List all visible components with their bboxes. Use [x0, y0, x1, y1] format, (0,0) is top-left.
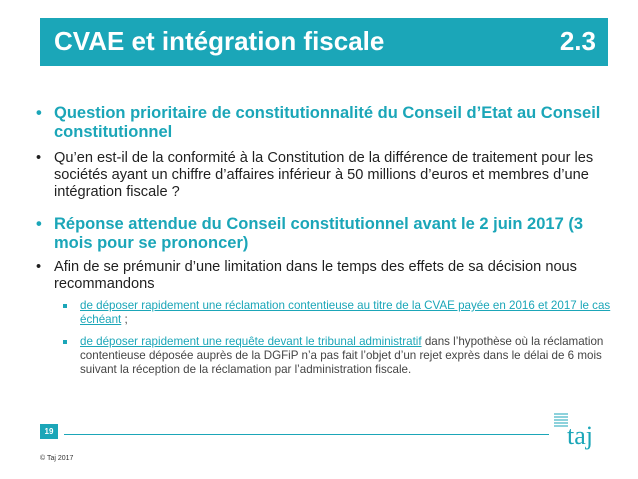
- logo-text: taj: [567, 421, 593, 450]
- bullet-question: [28, 104, 613, 142]
- sub-bullet-text: dans l’hypothèse où la réclamation contentieuse déposée auprès de la DGFiP n’a pas fait l’objet d’un rejet exprès dans le délai de 6 mois suivant la réception de la réclamation par l’administration fiscale.: [80, 335, 604, 376]
- bullet-dot: •: [36, 215, 42, 233]
- page-number: 19: [40, 424, 58, 439]
- bullet-recommendation: [28, 259, 613, 293]
- reclamation-link[interactable]: de déposer rapidement une réclamation contentieuse au titre de la CVAE payée en 2016 et 2017 le cas échéant: [80, 299, 611, 326]
- square-bullet: [63, 304, 67, 308]
- sub-bullet-requete: [28, 335, 613, 377]
- slide-header: [40, 18, 608, 66]
- bullet-text: Réponse attendue du Conseil constitutionnel avant le 2 juin 2017 (3 mois pour se prononcer): [54, 215, 584, 252]
- sub-bullet-text: ;: [121, 313, 128, 326]
- bullet-text: Question prioritaire de constitutionnalité du Conseil d’Etat au Conseil constitutionnel: [54, 104, 601, 141]
- section-number: 2.3: [559, 26, 596, 56]
- bullet-text: Afin de se prémunir d’une limitation dans le temps des effets de sa décision nous recommandons: [54, 259, 577, 292]
- slide-content: [28, 104, 613, 377]
- bullet-text: Qu’en est-il de la conformité à la Constitution de la différence de traitement pour les sociétés ayant un chiffre d’affaires inférieur à 50 millions d’euros et membres d’une intégration fiscale ?: [54, 150, 594, 200]
- bullet-detail: [28, 150, 613, 201]
- sub-bullet-reclamation: [28, 299, 613, 327]
- slide-title: CVAE et intégration fiscale: [54, 26, 385, 56]
- bullet-answer: [28, 215, 613, 253]
- bullet-dot: •: [36, 104, 42, 122]
- bullet-dot: •: [36, 259, 42, 275]
- footer-divider: [64, 434, 549, 435]
- square-bullet: [63, 340, 67, 344]
- bullet-dot: •: [36, 150, 42, 166]
- requete-link[interactable]: de déposer rapidement une requête devant le tribunal administratif: [80, 335, 422, 348]
- copyright: © Taj 2017: [40, 455, 74, 462]
- taj-logo: [554, 412, 602, 458]
